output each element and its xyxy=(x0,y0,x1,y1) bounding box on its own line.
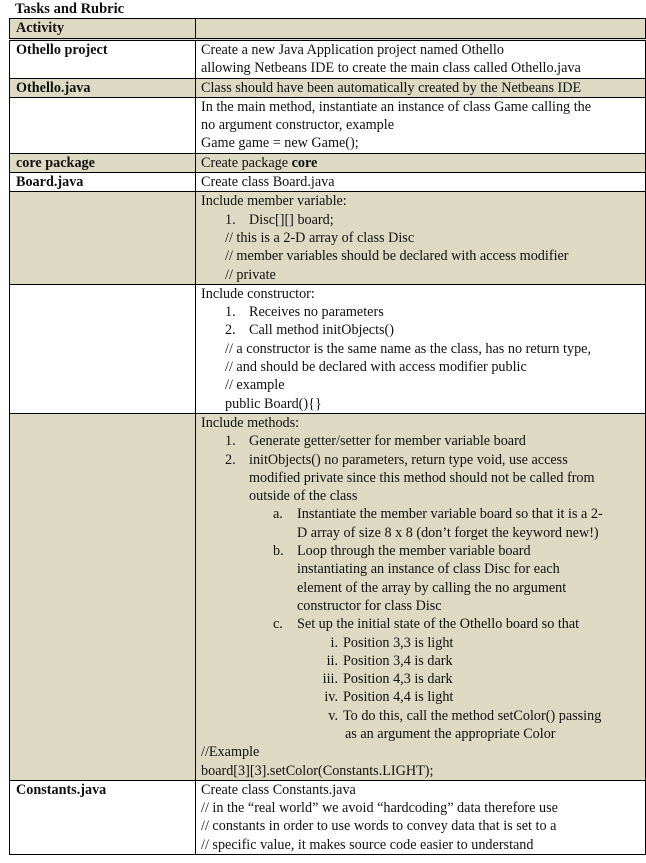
row-content xyxy=(196,153,646,172)
rubric-table xyxy=(9,18,646,855)
sub-item-continuation: constructor for class Disc xyxy=(297,597,442,614)
sub-item-continuation: D array of size 8 x 8 (don’t forget the keyword new!) xyxy=(297,524,599,541)
comment-line: // this is a 2-D array of class Disc xyxy=(225,229,415,246)
row-board-java xyxy=(10,173,646,192)
row-othello-project xyxy=(10,40,646,79)
comment-line: // specific value, it makes source code easier to understand xyxy=(201,836,534,853)
list-item-text: initObjects() no parameters, return type void, use access xyxy=(249,451,568,468)
roman-item-continuation: as an argument the appropriate Color xyxy=(345,725,556,742)
row-content xyxy=(196,192,646,284)
row-label-empty xyxy=(10,413,196,780)
row-constructor xyxy=(10,284,646,413)
table-header-row xyxy=(10,19,646,40)
list-item-text: Disc[][] board; xyxy=(249,211,334,228)
comment-line: //Example xyxy=(201,744,260,761)
header-activity: Activity xyxy=(10,19,196,40)
text-line: Create a new Java Application project named Othello xyxy=(201,42,504,58)
row-core-package xyxy=(10,153,646,172)
row-content xyxy=(196,173,646,192)
roman-item-text: Position 3,3 is light xyxy=(343,634,454,651)
roman-item-text: Position 3,4 is dark xyxy=(343,652,453,669)
text-span: Create package xyxy=(201,154,292,171)
code-line: board[3][3].setColor(Constants.LIGHT); xyxy=(201,762,434,779)
list-item-text: Generate getter/setter for member variable board xyxy=(249,433,526,450)
list-item: 1. Generate getter/setter for member variable board xyxy=(225,433,526,450)
text-line: no argument constructor, example xyxy=(201,117,395,134)
comment-line: // in the “real world” we avoid “hardcoding” data therefore use xyxy=(201,800,558,817)
comment-line: // member variables should be declared with access modifier xyxy=(225,248,569,265)
list-item-continuation: outside of the class xyxy=(249,488,358,505)
row-label: Othello.java xyxy=(10,78,196,97)
row-label-empty xyxy=(10,97,196,153)
row-label-empty xyxy=(10,284,196,413)
row-member-variable xyxy=(10,192,646,284)
comment-line: // constants in order to use words to convey data that is set to a xyxy=(201,818,557,835)
text-line: Include methods: xyxy=(201,414,300,431)
roman-item: ii. Position 3,4 is dark xyxy=(326,652,453,669)
roman-item-text: To do this, call the method setColor() passing xyxy=(343,707,602,724)
comment-line: // a constructor is the same name as the class, has no return type, xyxy=(225,340,592,357)
row-label: core package xyxy=(10,153,196,172)
list-item-text: Call method initObjects() xyxy=(249,322,394,339)
comment-line: // and should be declared with access modifier public xyxy=(225,359,527,376)
sub-item-continuation: instantiating an instance of class Disc for each xyxy=(297,561,560,578)
list-item-continuation: modified private since this method should not be called from xyxy=(249,469,595,486)
row-label: Constants.java xyxy=(10,780,196,854)
row-content xyxy=(196,780,646,854)
header-empty xyxy=(196,19,646,40)
roman-item-text: Position 4,4 is light xyxy=(343,689,454,706)
row-content xyxy=(196,78,646,97)
document-title: Tasks and Rubric xyxy=(15,1,125,17)
list-item-text: Receives no parameters xyxy=(249,304,384,321)
row-label: Board.java xyxy=(10,173,196,192)
row-othello-java xyxy=(10,78,646,97)
list-item: 1. Receives no parameters xyxy=(225,304,384,321)
roman-item-text: Position 4,3 is dark xyxy=(343,671,453,688)
sub-item-continuation: element of the array by calling the no argument xyxy=(297,579,567,596)
sub-item: b. Loop through the member variable board xyxy=(273,543,531,560)
text-line: Game game = new Game(); xyxy=(201,135,359,152)
roman-item: iv. Position 4,4 is light xyxy=(324,689,454,706)
text-line: Create class Constants.java xyxy=(201,781,356,798)
roman-item: i. Position 3,3 is light xyxy=(330,634,454,651)
row-label: Othello project xyxy=(10,40,196,79)
text-line: Create class Board.java xyxy=(201,174,335,191)
roman-item: iii. Position 4,3 is dark xyxy=(322,671,453,688)
text-line: Include constructor: xyxy=(201,285,315,302)
list-item: 2. initObjects() no parameters, return type void, use access xyxy=(225,451,568,468)
sub-item-text: Set up the initial state of the Othello board so that xyxy=(297,616,580,633)
list-item: 1. Disc[][] board; xyxy=(225,211,334,228)
row-constants-java xyxy=(10,780,646,854)
list-item: 2. Call method initObjects() xyxy=(225,322,394,339)
comment-line: // private xyxy=(225,266,276,283)
row-content xyxy=(196,40,646,79)
sub-item: a. Instantiate the member variable board so that it is a 2- xyxy=(273,506,603,523)
text-line: Include member variable: xyxy=(201,193,347,210)
sub-item: c. Set up the initial state of the Othello board so that xyxy=(273,616,580,633)
text-line: In the main method, instantiate an instance of class Game calling the xyxy=(201,98,592,115)
text-line: allowing Netbeans IDE to create the main class called Othello.java xyxy=(201,60,581,77)
sub-item-text: Loop through the member variable board xyxy=(297,543,531,560)
row-label-empty xyxy=(10,192,196,284)
row-content xyxy=(196,284,646,413)
row-content xyxy=(196,413,646,780)
code-line: public Board(){} xyxy=(225,395,322,412)
bold-text: core xyxy=(291,154,318,171)
sub-item-text: Instantiate the member variable board so that it is a 2- xyxy=(297,506,603,523)
row-main-method xyxy=(10,97,646,153)
text-line: Class should have been automatically created by the Netbeans IDE xyxy=(201,79,582,96)
roman-item: v. To do this, call the method setColor() passing xyxy=(328,707,602,724)
row-methods xyxy=(10,413,646,780)
text-line xyxy=(201,154,640,172)
row-content xyxy=(196,97,646,153)
comment-line: // example xyxy=(225,377,285,394)
